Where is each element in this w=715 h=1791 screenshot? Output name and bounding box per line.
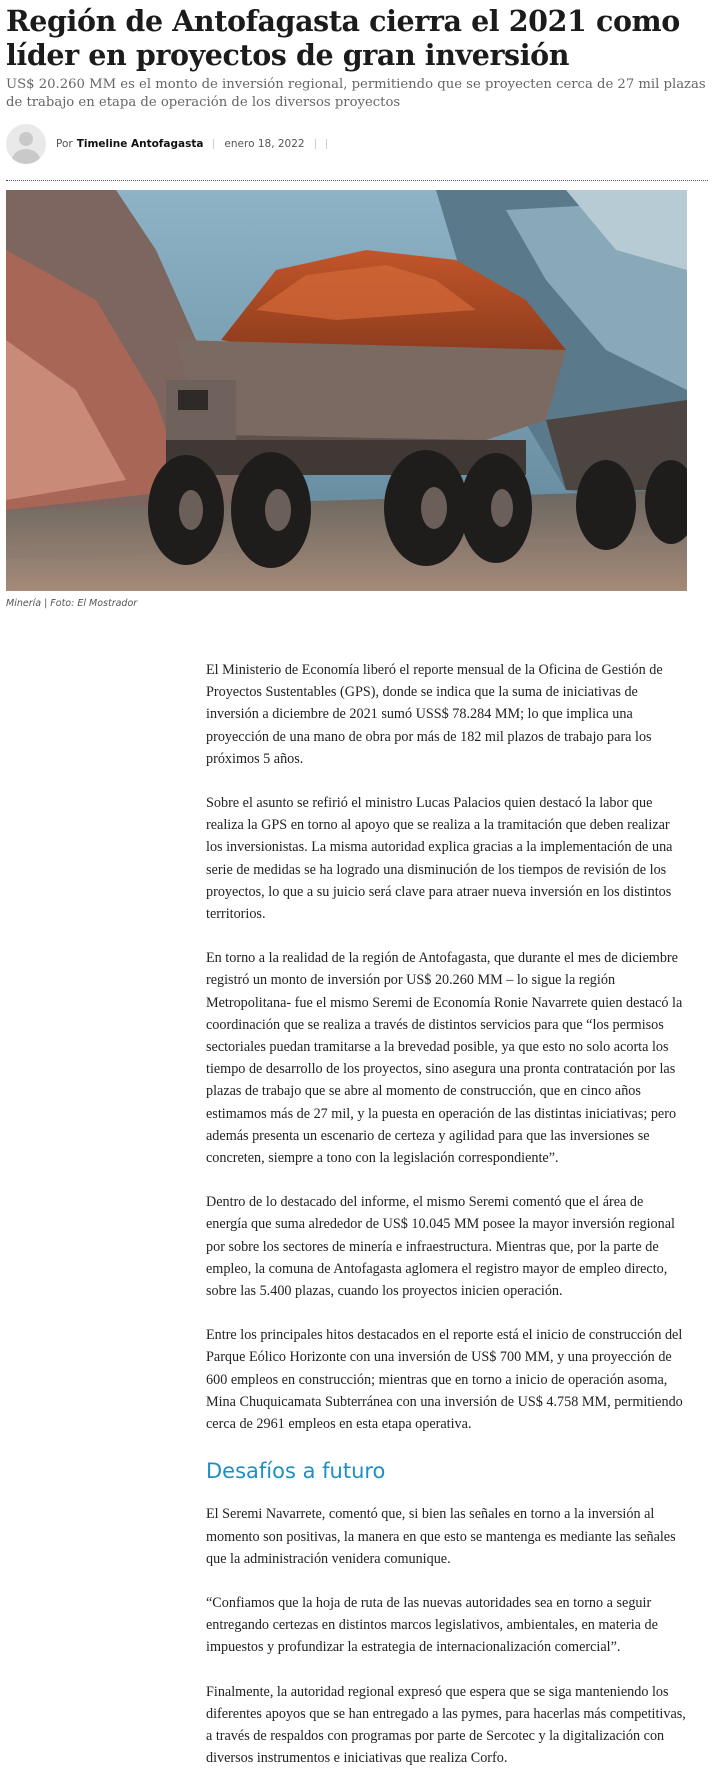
body-paragraph: Finalmente, la autoridad regional expresó que espera que se siga manteniendo los diferentes apoyos que se han entregado a las pymes, para hacerlas más competitivas, a través de respaldos con programas por parte de Sercotec y la digitalización con diversos instrumentos e iniciativas que realiza Corfo. xyxy=(206,1683,686,1767)
photo-caption: Minería | Foto: El Mostrador xyxy=(6,598,138,609)
avatar-head xyxy=(19,132,33,146)
body-paragraph: “Confiamos que la hoja de ruta de las nuevas autoridades sea en torno a seguir entregando certezas en distintos marcos legislativos, ambientales, en materia de impuestos y profundizar la estrategia de internacionalización comercial”. xyxy=(206,1594,658,1656)
byline-prefix: Por xyxy=(56,138,73,150)
photo-illustration xyxy=(6,190,687,591)
body-paragraph: Sobre el asunto se refirió el ministro Lucas Palacios quien destacó la labor que realiza la GPS en torno al apoyo que se realiza a la tramitación que deben realizar los inversionistas. La misma autoridad explica gracias a la implementación de una serie de medidas se ha logrado una disminución de los tiempos de revisión de los proyectos, lo que a su juicio será clave para atraer nueva inversión en los distintos territorios. xyxy=(206,795,673,923)
byline-divider xyxy=(326,139,327,149)
body-paragraph: Dentro de lo destacado del informe, el mismo Seremi comentó que el área de energía que suma alrededor de US$ 10.045 MM posee la mayor inversión regional por sobre los sectores de minería e infraestructura. Mientras que, por la parte de empleo, la comuna de Antofagasta aglomera el registro mayor de empleo directo, sobre las 5.400 plazas, cuando los proyectos inicien operación. xyxy=(206,1194,675,1300)
body-paragraph: El Seremi Navarrete, comentó que, si bien las señales en torno a la inversión al momento son positivas, la manera en que esto se mantenga es mediante las señales que la administración venidera comunique. xyxy=(206,1506,676,1567)
body-paragraph: El Ministerio de Economía liberó el reporte mensual de la Oficina de Gestión de Proyectos Sustentables (GPS), donde se indica que la suma de iniciativas de inversión a diciembre de 2021 sumó USS$ 78.284 MM; lo que implica una proyección de una mano de obra por más de 182 mil plazos de trabajo para los próximos 5 años. xyxy=(206,662,663,767)
byline xyxy=(6,124,706,164)
body-paragraph: En torno a la realidad de la región de Antofagasta, que durante el mes de diciembre registró un monto de inversión por US$ 20.260 MM – lo sigue la región Metropolitana- fue el mismo Seremi de Economía Ronie Navarrete quien destacó la coordinación que se realiza a través de distintos servicios para que “los permisos sectoriales puedan tramitarse a la brevedad posible, ya que esto no solo acorta los tiempo de desarrollo de los proyectos, sino asegura una pronta contratación por las plazas de trabajo que se abre al momento de construcción, que en cinco años estimamos más de 27 mil, y la puesta en operación de las distintas iniciativas; pero además presenta un escenario de certeza y agilidad para que las inversiones se concreten, siempre a tono con la legislación correspondiente”. xyxy=(206,950,683,1167)
byline-divider xyxy=(315,139,316,149)
mining-truck-photo xyxy=(6,190,687,591)
article-dek: US$ 20.260 MM es el monto de inversión regional, permitiendo que se proyecten cerca de 27 mil plazas de trabajo en etapa de operación de los diversos proyectos xyxy=(6,77,706,110)
header-divider xyxy=(6,180,708,181)
body-paragraph: Entre los principales hitos destacados en el reporte está el inicio de construcción del Parque Eólico Horizonte con una inversión de US$ 700 MM, y una proyección de 600 empleos en construcción; mientras que en torno a inicio de operación asoma, Mina Chuquicamata Subterránea con una inversión de US$ 4.758 MM, permitiendo cerca de 2961 empleos en esta etapa operativa. xyxy=(206,1327,683,1433)
article-headline: Región de Antofagasta cierra el 2021 como líder en proyectos de gran inversión xyxy=(6,4,680,72)
byline-divider xyxy=(213,139,214,149)
avatar-shoulders xyxy=(12,149,40,164)
article-body xyxy=(206,659,686,1791)
section-heading: Desafíos a futuro xyxy=(206,1459,386,1484)
publish-date: enero 18, 2022 xyxy=(224,138,305,150)
author-link[interactable]: Timeline Antofagasta xyxy=(76,138,204,150)
author-avatar[interactable] xyxy=(6,124,46,164)
